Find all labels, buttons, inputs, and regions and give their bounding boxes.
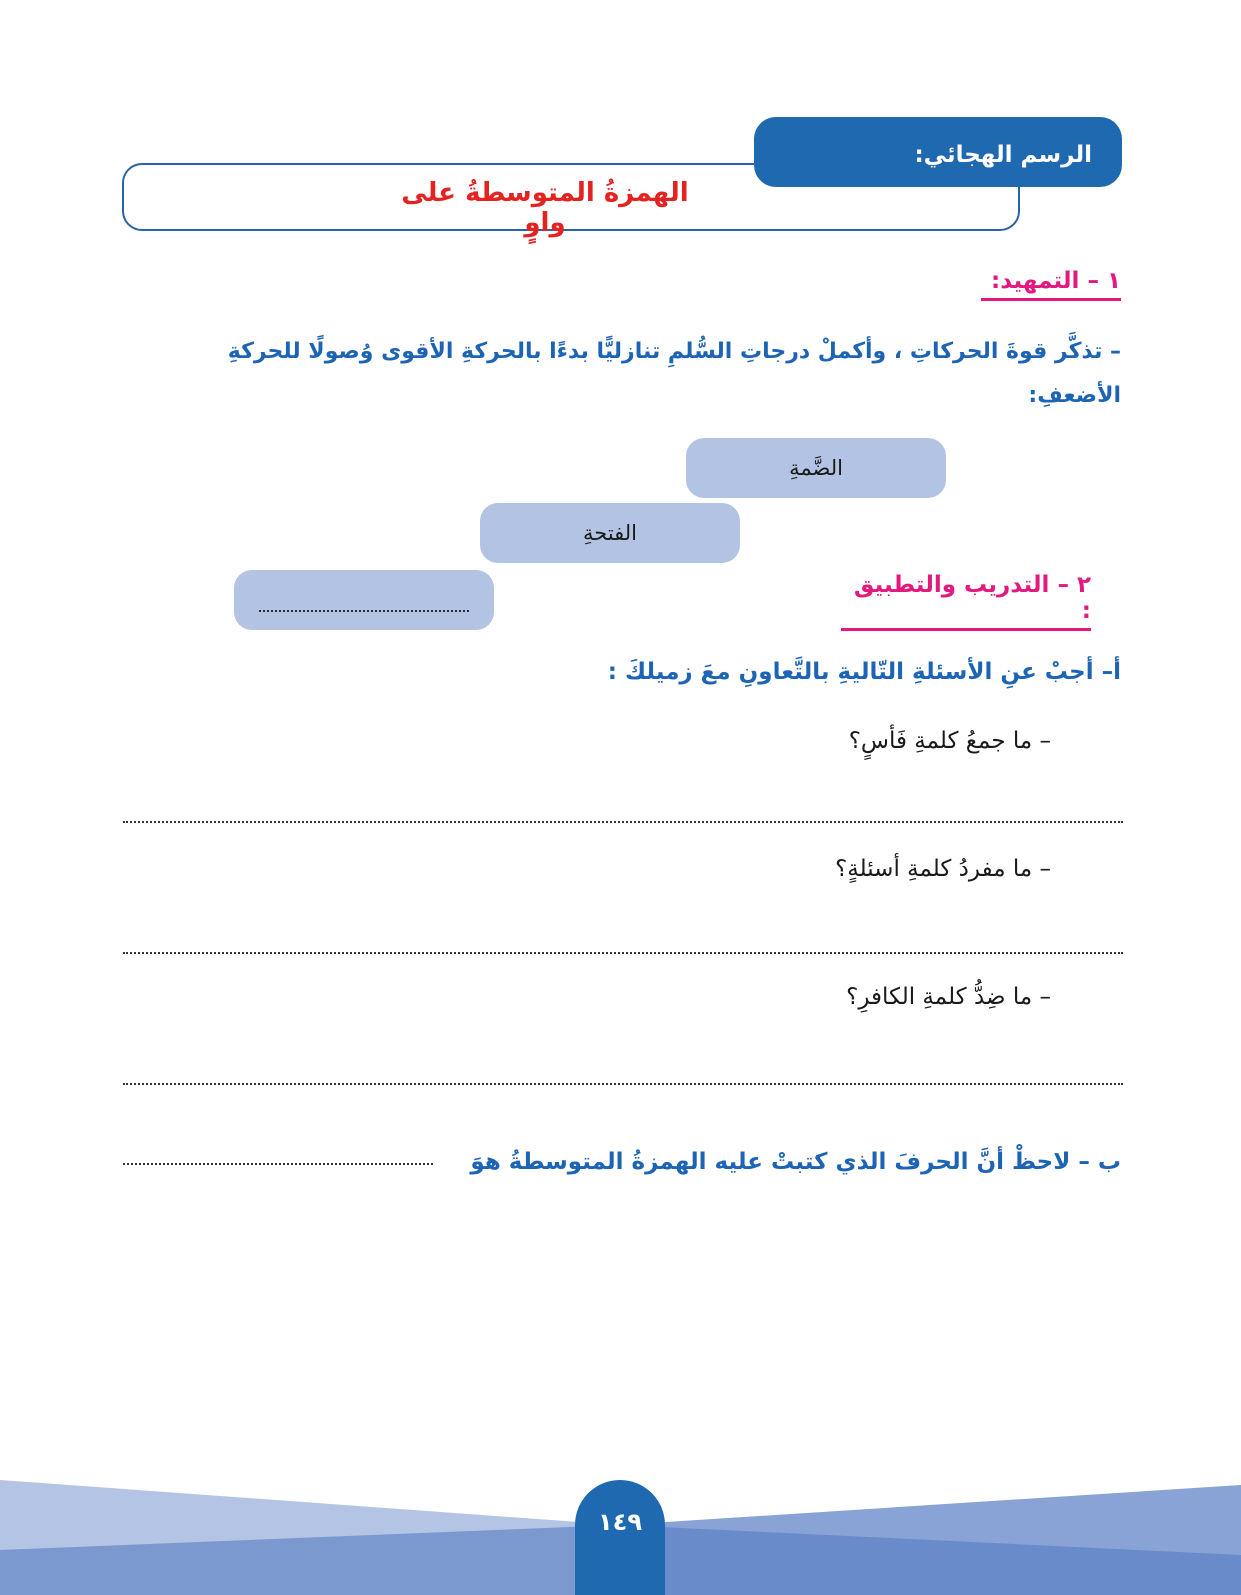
section-tab-label: الرسم الهجائي: xyxy=(754,117,1122,187)
page-number xyxy=(575,1480,665,1595)
answer-line-3[interactable] xyxy=(123,1083,1123,1085)
step-label: الضَّمةِ xyxy=(789,456,843,480)
step-blank[interactable] xyxy=(234,570,494,630)
answer-line-1[interactable] xyxy=(123,821,1123,823)
answer-line-2[interactable] xyxy=(123,952,1123,954)
part-b-note: ب – لاحظْ أنَّ الحرفَ الذي كتبتْ عليه الهمزةُ المتوسطةُ هوَ xyxy=(470,1149,1121,1175)
part-a-instruction: أ– أجبْ عنِ الأسئلةِ التّاليةِ بالتَّعاونِ معَ زميلكَ : xyxy=(607,659,1121,685)
instruction-text: – تذكَّر قوةَ الحركاتِ ، وأكملْ درجاتِ السُّلمِ تنازليًّا بدءًا بالحركةِ الأقوى وُصولًا للحركةِ الأضعفِ: xyxy=(227,339,1121,408)
answer-line-4[interactable] xyxy=(123,1163,433,1165)
section2-heading: ٢ – التدريب والتطبيق : xyxy=(841,572,1091,631)
step-label: الفتحةِ xyxy=(583,521,638,545)
answer-blank[interactable] xyxy=(259,588,469,612)
question-2: – ما مفردُ كلمةِ أسئلةٍ؟ xyxy=(835,856,1051,882)
page-number-text: ١٤٩ xyxy=(598,1508,642,1536)
step-fatha xyxy=(480,503,740,563)
step-damma xyxy=(686,438,946,498)
question-3: – ما ضِدُّ كلمةِ الكافرِ؟ xyxy=(846,984,1051,1010)
section1-heading: ١ – التمهيد: xyxy=(981,268,1121,301)
question-1: – ما جمعُ كلمةِ فَأسٍ؟ xyxy=(848,728,1051,754)
lesson-title: الهمزةُ المتوسطةُ على واوٍ xyxy=(401,178,689,238)
